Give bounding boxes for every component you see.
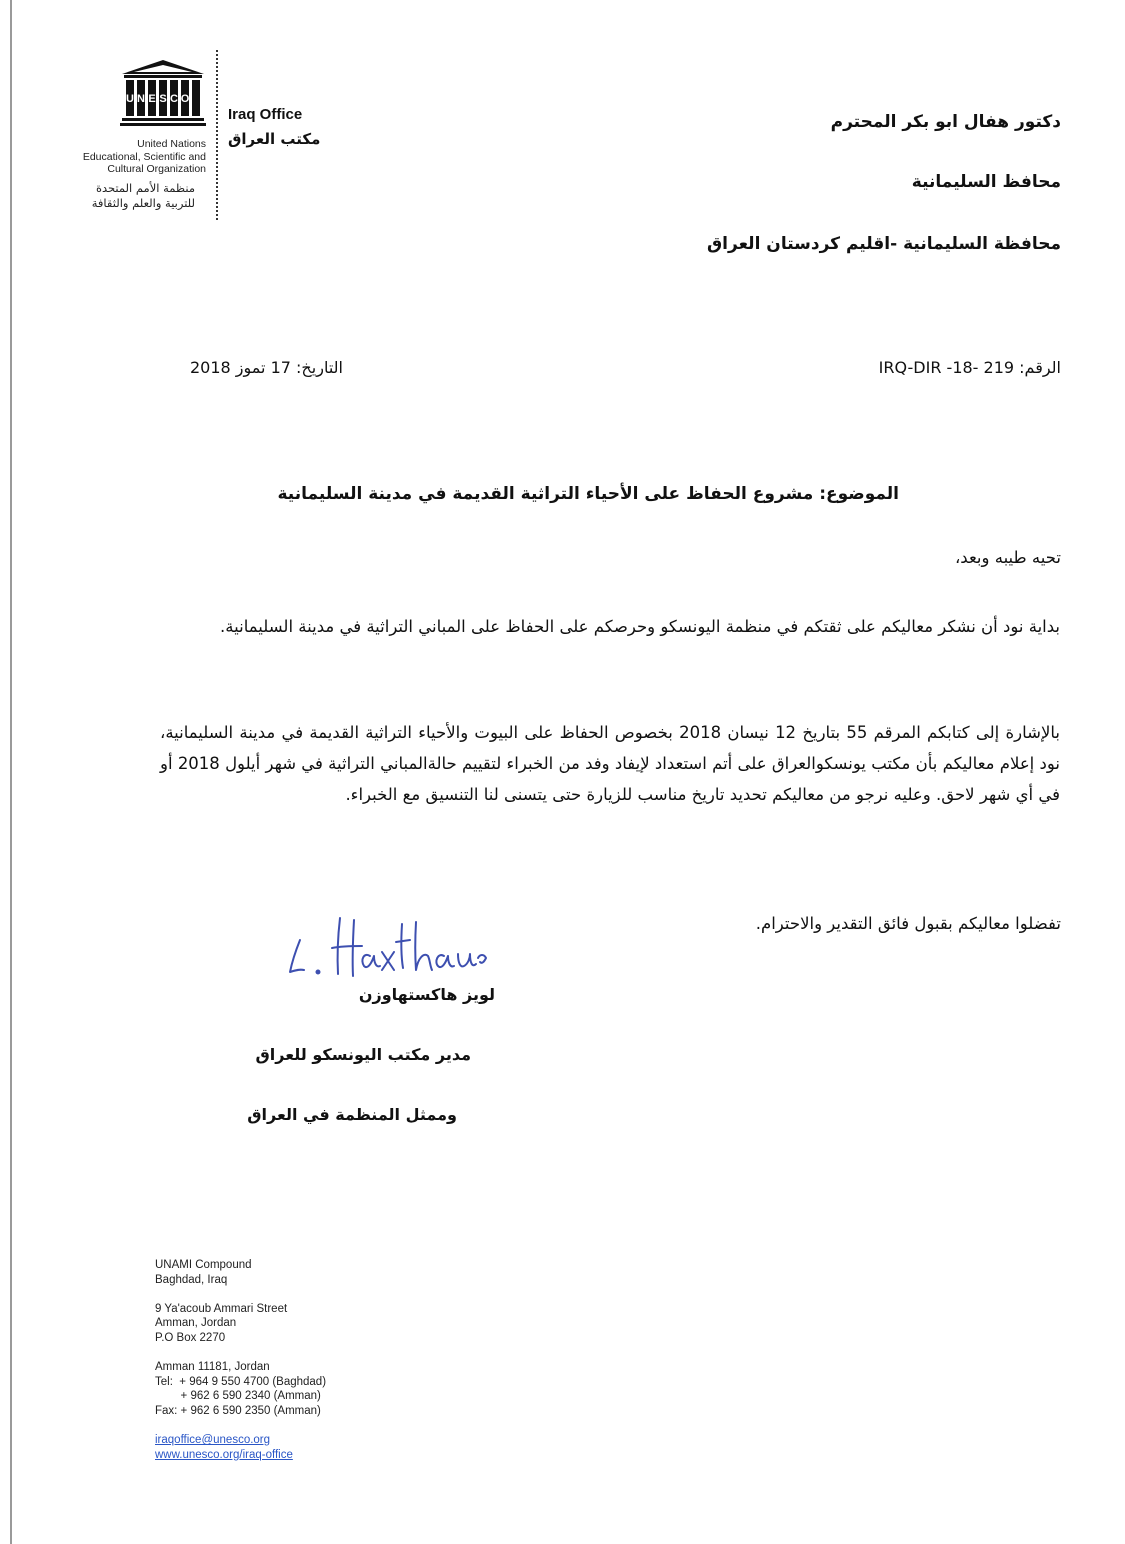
footer-phone: Tel: + 964 9 550 4700 (Baghdad) [155, 1375, 327, 1388]
svg-text:U: U [126, 93, 134, 105]
org-en-line: Cultural Organization [107, 163, 206, 175]
office-name-english: Iraq Office [228, 106, 303, 123]
footer-address-line: Amman 11181, Jordan [155, 1361, 270, 1374]
signatory-representative: وممثل المنظمة في العراق [247, 1105, 457, 1124]
footer-address-line: 9 Ya'acoub Ammari Street [155, 1302, 288, 1315]
org-ar-line: منظمة الأمم المتحدة [95, 181, 195, 195]
greeting: تحيه طيبه وبعد، [954, 548, 1061, 567]
website-link[interactable]: www.unesco.org/iraq-office [155, 1448, 293, 1461]
paragraph-1: بداية نود أن نشكر معاليكم على ثقتكم في منظمة اليونسكو وحرصكم على الحفاظ على المباني التراثية في مدينة السليمانية. [220, 617, 1060, 636]
handwritten-signature [282, 910, 492, 980]
reference-number: الرقم: IRQ-DIR -18- 219 [878, 358, 1061, 377]
svg-text:C: C [170, 93, 178, 105]
signatory-name: لويز هاكستهاوزن [358, 985, 495, 1004]
letter-date: التاريخ: 17 تموز 2018 [190, 358, 343, 377]
recipient-title: محافظ السليمانية [911, 172, 1061, 192]
org-en-line: United Nations [137, 138, 206, 150]
footer-fax: Fax: + 962 6 590 2350 (Amman) [155, 1404, 321, 1417]
page-edge-line [10, 0, 12, 1544]
recipient-address: محافظة السليمانية -اقليم كردستان العراق [706, 234, 1061, 254]
paragraph-2: بالإشارة إلى كتابكم المرقم 55 بتاريخ 12 نيسان 2018 بخصوص الحفاظ على البيوت والأحياء التراثية القديمة في مدينة السليمانية، نود إعلام معاليكم بأن مكتب يونسكوالعراق على أتم استعداد لإيفاد وفد من الخبراء لتقييم حالةالمباني التراثية في شهر أيلول 2018 أو في أي شهر لاحق. وعليه نرجو من معاليكم تحديد تاريخ مناسب للزيارة حتى يتسنى لنا التنسيق مع الخبراء. [160, 723, 1060, 804]
footer-address-line: P.O Box 2270 [155, 1331, 226, 1344]
footer-address-line: UNAMI Compound [155, 1259, 252, 1271]
org-en-line: Educational, Scientific and [82, 150, 206, 163]
svg-text:O: O [180, 93, 190, 105]
org-name-english [60, 138, 206, 176]
org-ar-line: للتربية والعلم والثقافة [91, 195, 195, 210]
svg-text:S: S [159, 93, 167, 105]
closing-line: تفضلوا معاليكم بقبول فائق التقدير والاحترام. [755, 914, 1061, 933]
recipient-name: دكتور هفال ابو بكر المحترم [830, 112, 1061, 132]
contact-footer [155, 1258, 326, 1462]
header-dotted-divider [216, 50, 218, 220]
org-name-arabic [60, 181, 195, 210]
footer-address-line: Amman, Jordan [155, 1317, 237, 1330]
footer-address-line: Baghdad, Iraq [155, 1273, 228, 1286]
signatory-title: مدير مكتب اليونسكو للعراق [255, 1045, 471, 1064]
svg-text:N: N [137, 93, 145, 105]
subject-line: الموضوع: مشروع الحفاظ على الأحياء التراثية القديمة في مدينة السليمانية [277, 484, 899, 504]
email-link[interactable]: iraqoffice@unesco.org [155, 1434, 271, 1447]
unesco-logo [120, 58, 206, 128]
footer-phone: + 962 6 590 2340 (Amman) [155, 1390, 321, 1403]
office-name-arabic: مكتب العراق [228, 130, 321, 148]
svg-text:E: E [148, 93, 156, 105]
